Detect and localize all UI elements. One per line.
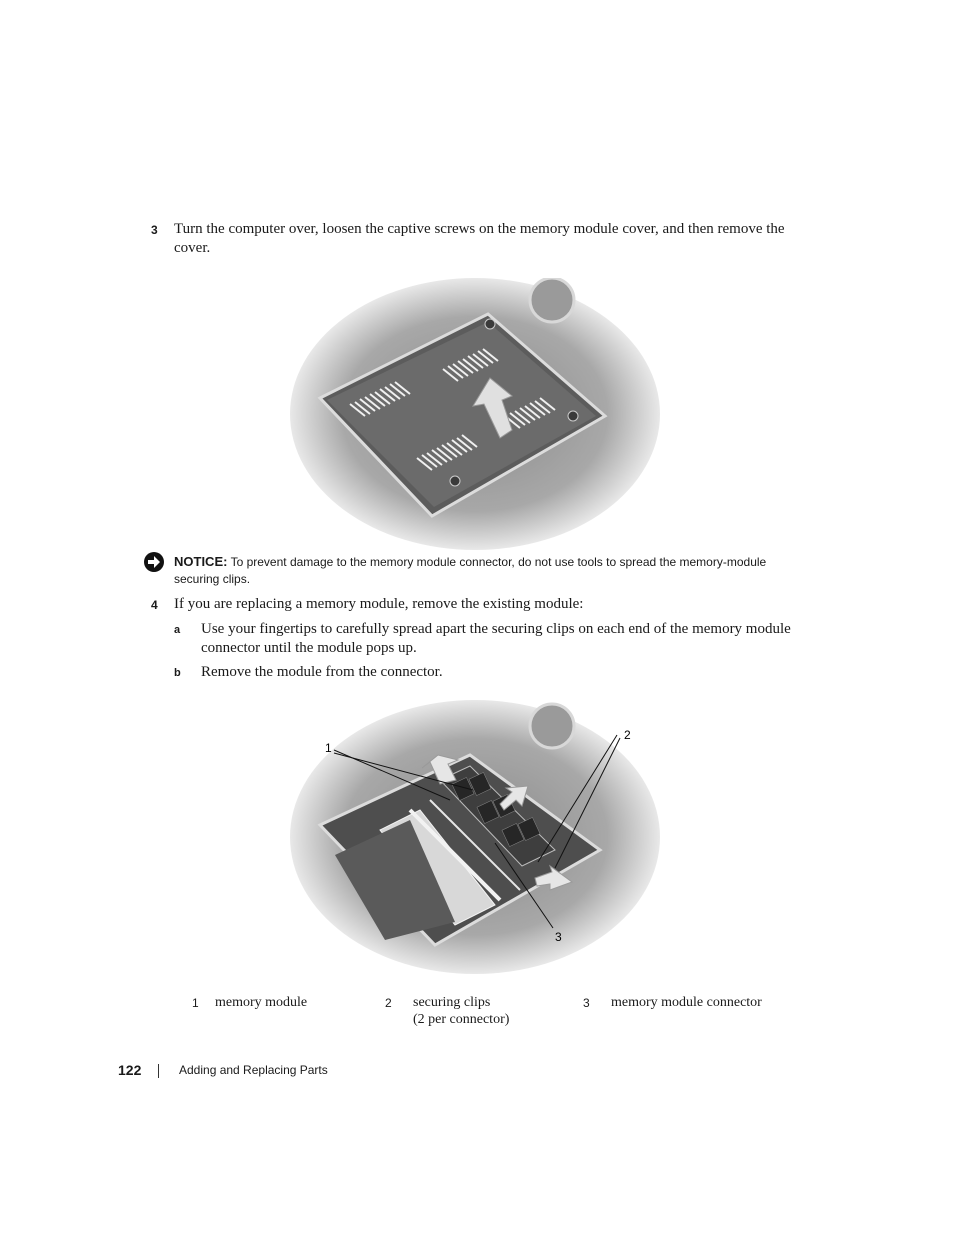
step-4b-text: Remove the module from the connector. (201, 664, 443, 680)
page-number: 122 (118, 1062, 142, 1078)
notice-text: To prevent damage to the memory module connector, do not use tools to spread the memory-module securing clips. (174, 555, 767, 586)
footer-separator (158, 1064, 159, 1078)
memory-module-photo (290, 700, 660, 975)
step-3-text: Turn the computer over, loosen the captive screws on the memory module cover, and then remove the cover. (174, 221, 785, 256)
legend-number-1: 1 (192, 996, 199, 1010)
footer-section-title: Adding and Replacing Parts (179, 1063, 328, 1077)
legend-number-2: 2 (385, 996, 392, 1010)
callout-3: 3 (555, 930, 562, 944)
legend-label-2-line2: (2 per connector) (413, 1012, 510, 1027)
step-4-number: 4 (151, 598, 158, 612)
legend-label-3: memory module connector (611, 995, 762, 1010)
callout-1: 1 (325, 741, 332, 755)
memory-cover-photo (290, 278, 660, 550)
legend-number-3: 3 (583, 996, 590, 1010)
legend-label-1: memory module (215, 995, 308, 1010)
step-3-number: 3 (151, 223, 158, 237)
legend-label-2: securing clips (413, 995, 491, 1010)
notice-label: NOTICE: (174, 554, 228, 569)
notice-block (174, 553, 814, 588)
notice-arrow-icon (143, 551, 165, 573)
step-4b-letter: b (174, 667, 181, 679)
step-4a-letter: a (174, 624, 181, 636)
step-4a-text: Use your fingertips to carefully spread apart the securing clips on each end of the memory module connector until the module pops up. (201, 621, 791, 656)
callout-2: 2 (624, 728, 631, 742)
step-4-text: If you are replacing a memory module, remove the existing module: (174, 596, 584, 612)
